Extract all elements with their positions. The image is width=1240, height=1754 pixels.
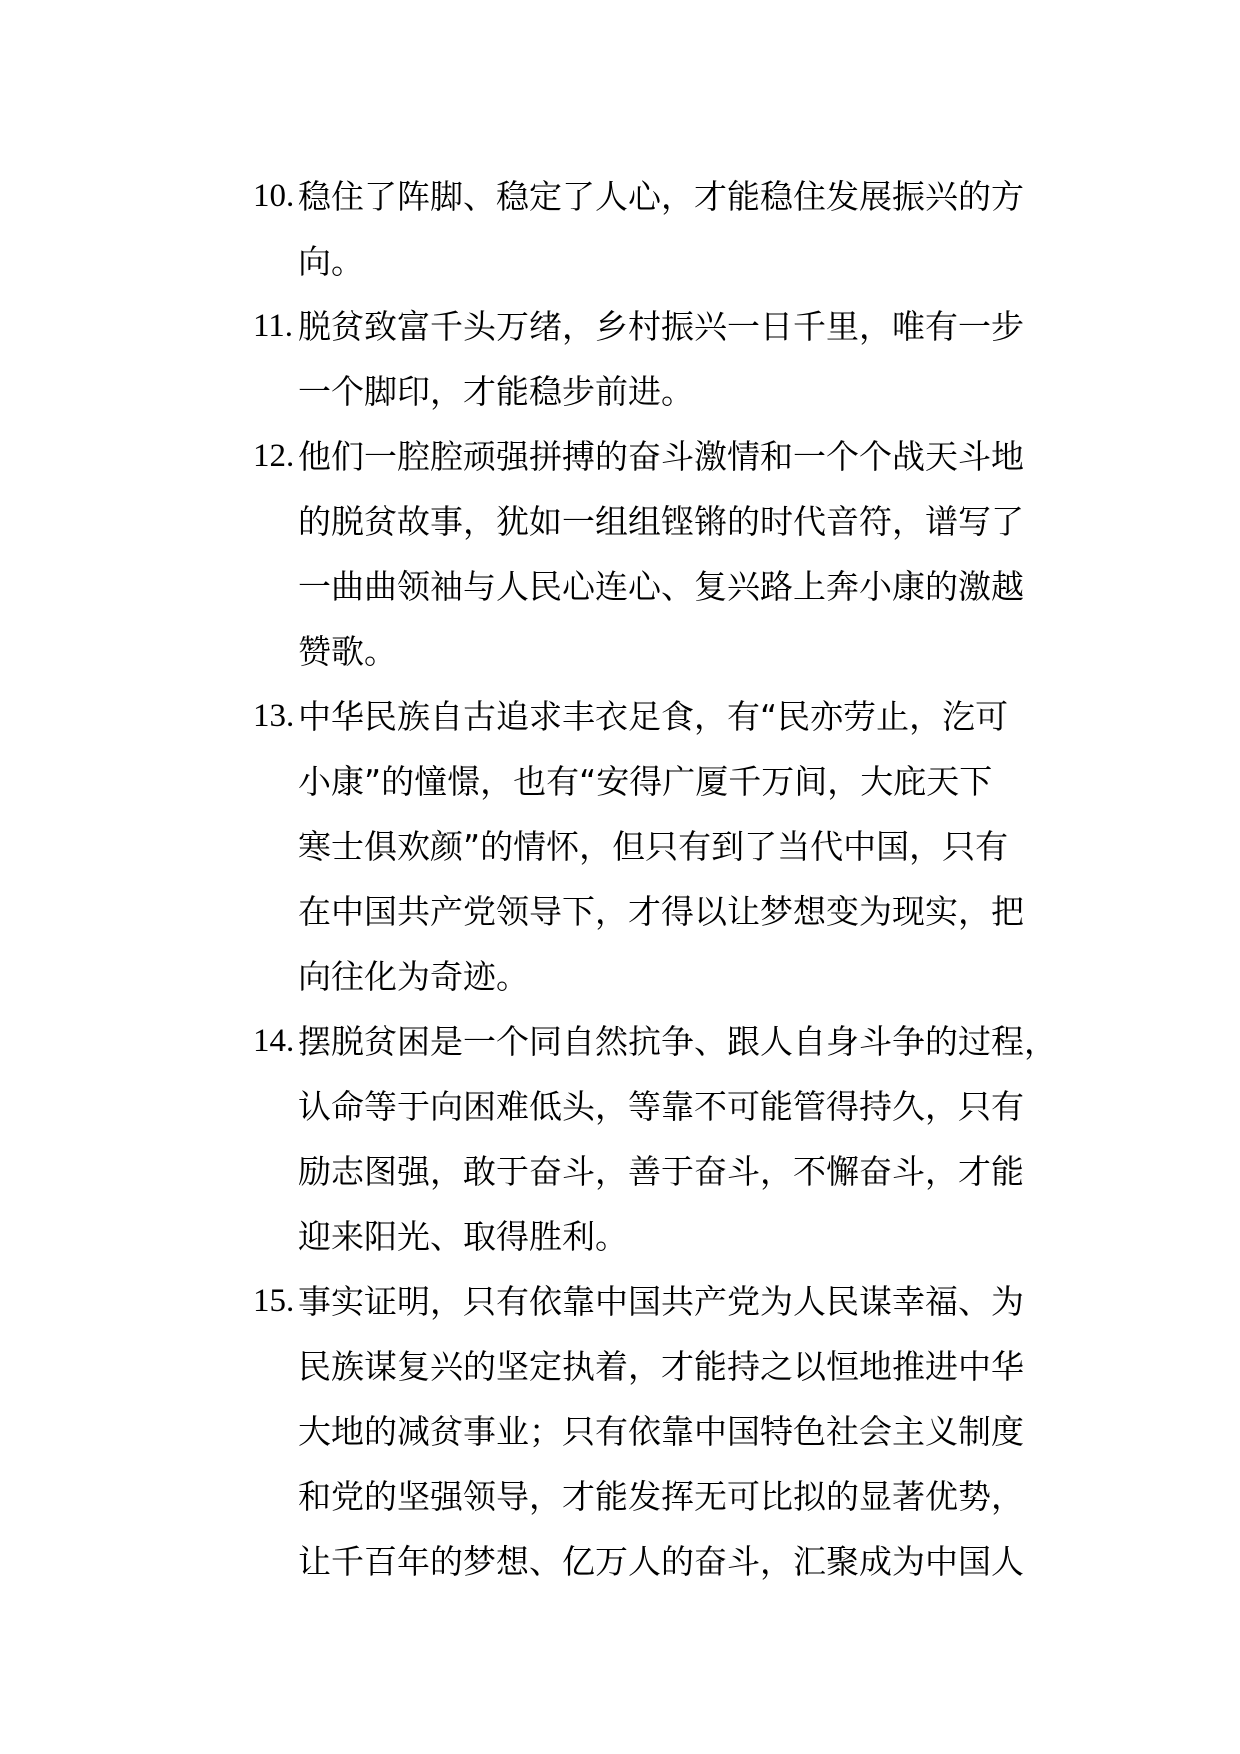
item-line: 的脱贫故事，犹如一组组铿锵的时代音符，谱写了 xyxy=(298,502,1024,541)
item-line: 励志图强，敢于奋斗，善于奋斗，不懈奋斗，才能 xyxy=(298,1152,1024,1191)
item-number: 12. xyxy=(253,438,295,474)
list-item-13 xyxy=(253,684,1103,1009)
item-line: 他们一腔腔顽强拼搏的奋斗激情和一个个战天斗地 xyxy=(298,437,1024,476)
item-number: 10. xyxy=(253,178,295,214)
item-line: 向往化为奇迹。 xyxy=(298,957,529,996)
item-line: 一曲曲领袖与人民心连心、复兴路上奔小康的激越 xyxy=(298,567,1024,606)
list-item-15 xyxy=(253,1269,1103,1594)
item-line: 让千百年的梦想、亿万人的奋斗，汇聚成为中国人 xyxy=(298,1542,1024,1581)
item-number: 15. xyxy=(253,1283,295,1319)
item-line: 寒士俱欢颜”的情怀，但只有到了当代中国，只有 xyxy=(298,827,1009,866)
item-line: 迎来阳光、取得胜利。 xyxy=(298,1217,628,1256)
item-line: 事实证明，只有依靠中国共产党为人民谋幸福、为 xyxy=(298,1282,1024,1321)
item-line: 脱贫致富千头万绪，乡村振兴一日千里，唯有一步 xyxy=(298,307,1024,346)
item-line: 小康”的憧憬，也有“安得广厦千万间，大庇天下 xyxy=(298,762,993,801)
item-line: 摆脱贫困是一个同自然抗争、跟人自身斗争的过程， xyxy=(298,1022,1057,1061)
item-line: 一个脚印，才能稳步前进。 xyxy=(298,372,694,411)
item-line: 民族谋复兴的坚定执着，才能持之以恒地推进中华 xyxy=(298,1347,1024,1386)
list-item-10 xyxy=(253,164,1103,294)
item-number: 14. xyxy=(253,1023,295,1059)
item-line: 向。 xyxy=(298,242,364,281)
item-line: 中华民族自古追求丰衣足食，有“民亦劳止，汔可 xyxy=(298,697,1009,736)
list-item-14 xyxy=(253,1009,1103,1269)
item-number: 11. xyxy=(253,308,294,344)
document-body xyxy=(253,164,1103,1594)
item-line: 大地的减贫事业；只有依靠中国特色社会主义制度 xyxy=(298,1412,1024,1451)
list-item-11 xyxy=(253,294,1103,424)
list-item-12 xyxy=(253,424,1103,684)
item-line: 稳住了阵脚、稳定了人心，才能稳住发展振兴的方 xyxy=(298,177,1024,216)
item-line: 在中国共产党领导下，才得以让梦想变为现实，把 xyxy=(298,892,1024,931)
item-number: 13. xyxy=(253,698,295,734)
item-line: 认命等于向困难低头，等靠不可能管得持久，只有 xyxy=(298,1087,1024,1126)
item-line: 赞歌。 xyxy=(298,632,397,671)
item-line: 和党的坚强领导，才能发挥无可比拟的显著优势， xyxy=(298,1477,1024,1516)
